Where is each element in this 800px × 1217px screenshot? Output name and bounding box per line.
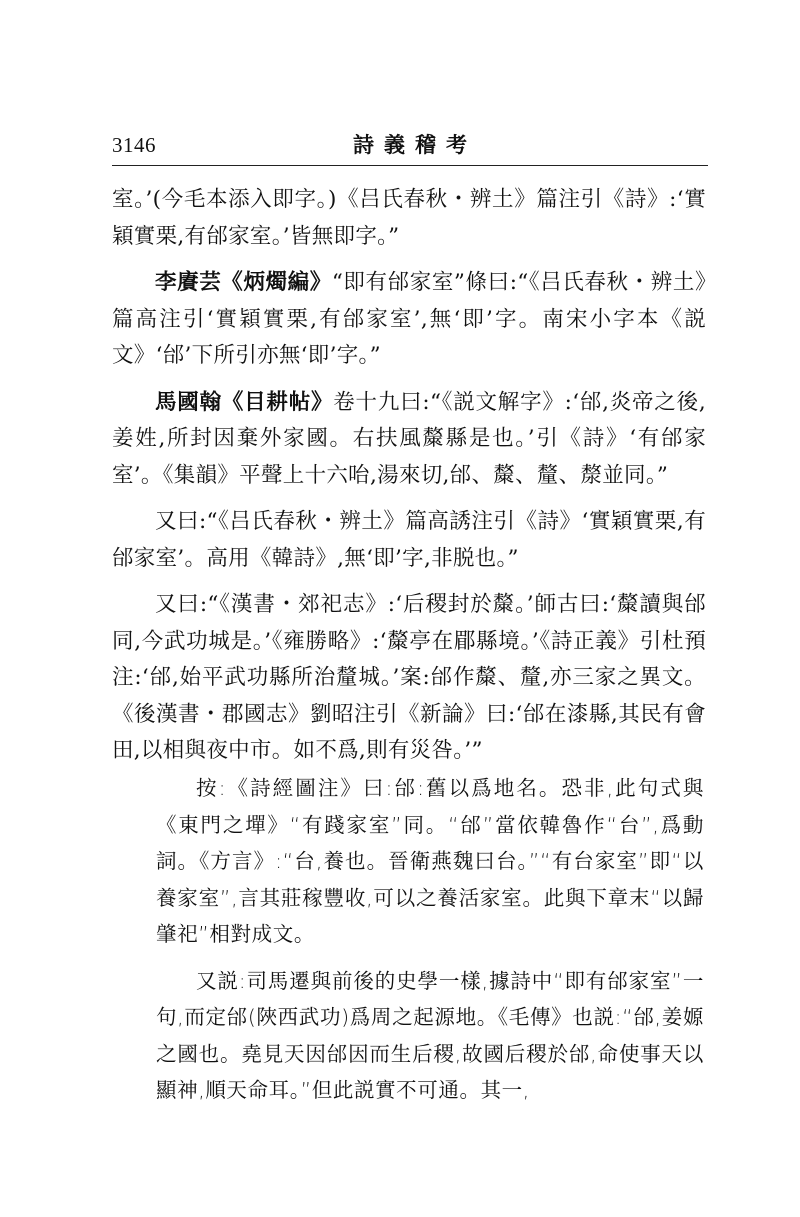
paragraph-text: 室。’(今毛本添入即字。)《吕氏春秋・辨土》篇注引《詩》:‘實穎實栗,有邰家室。’皆無即字。” xyxy=(112,187,706,249)
paragraph-ma-guohan xyxy=(112,385,706,495)
page-header xyxy=(112,130,708,164)
paragraph-text: “即有邰家室”條曰:“《吕氏春秋・辨土》篇高注引‘實穎實栗,有邰家室’,無‘即’字。南宋小字本《説文》‘邰’下所引亦無‘即’字。” xyxy=(112,270,706,368)
header-rule xyxy=(112,165,708,166)
commentary-you-shuo: 又説:司馬遷與前後的史學一樣,據詩中“即有邰家室”一句,而定邰(陜西武功)爲周之起源地。《毛傳》也説:“邰,姜嫄之國也。堯見天因邰因而生后稷,故國后稷於邰,命使事天以顯神,順天命耳。”但此説實不可通。其一, xyxy=(156,968,704,1102)
paragraph-text: 卷十九曰:“《説文解字》:‘邰,炎帝之後,姜姓,所封因棄外家國。右扶風斄縣是也。’引《詩》‘有邰家室’。《集韻》平聲上十六咍,湯來切,邰、斄、釐、漦並同。” xyxy=(112,389,706,488)
paragraph-li-gengyun xyxy=(112,265,706,375)
paragraph-lead: 馬國翰《目耕帖》 xyxy=(155,389,334,415)
commentary-block xyxy=(156,770,704,1119)
commentary-an: 按:《詩經圖注》曰:邰:舊以爲地名。恐非,此句式與《東門之墠》“有踐家室”同。“邰”當依韓魯作“台”,爲動詞。《方言》:“台,養也。晉衛燕魏曰台。”“有台家室”即“以養家室”,言其莊稼豐收,可以之養活家室。此與下章末“以歸肇祀”相對成文。 xyxy=(156,776,704,946)
paragraph-text: 又曰:“《吕氏春秋・辨土》篇高誘注引《詩》‘實穎實栗,有邰家室’。高用《韓詩》,無‘即’字,非脱也。” xyxy=(112,509,706,571)
page-number: 3146 xyxy=(112,133,156,157)
paragraph-lead: 李賡芸《炳燭編》 xyxy=(155,270,332,295)
main-text xyxy=(112,182,706,780)
paragraph-continuation xyxy=(112,182,706,255)
paragraph-you-yue-1 xyxy=(112,504,706,577)
paragraph-you-yue-2 xyxy=(112,587,706,770)
paragraph-text: 又曰:“《漢書・郊祀志》:‘后稷封於斄。’師古曰:‘斄讀與邰同,今武功城是。’《雍勝略》:‘斄亭在郿縣境。’《詩正義》引杜預注:‘邰,始平武功縣所治釐城。’案:邰作斄、釐,亦三家之異文。《後漢書・郡國志》劉昭注引《新論》曰:‘邰在漆縣,其民有會田,以相與夜中市。如不爲,則有災咎。’” xyxy=(112,592,706,763)
running-title: 詩義稽考 xyxy=(353,133,477,157)
